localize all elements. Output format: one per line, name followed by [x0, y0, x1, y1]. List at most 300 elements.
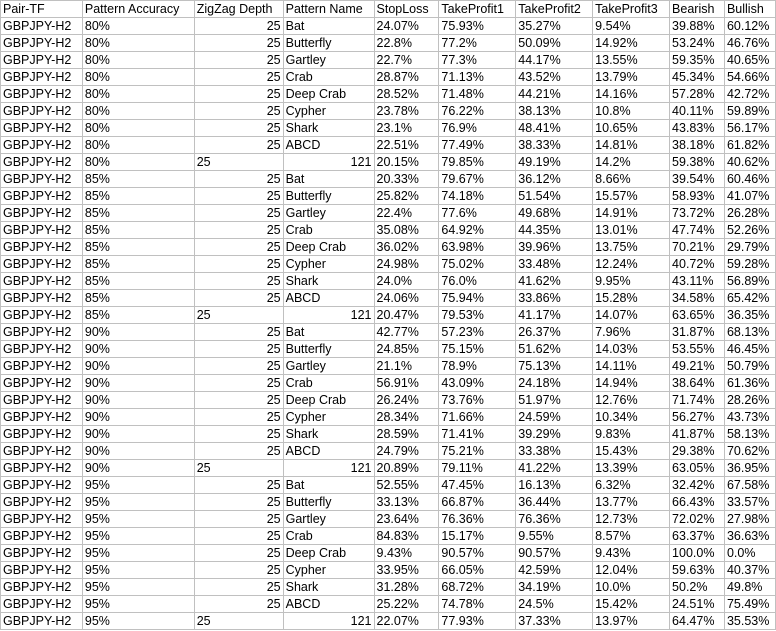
cell-zigzag-depth[interactable]: 25 [194, 477, 283, 494]
cell-takeprofit2[interactable]: 24.59% [516, 409, 593, 426]
cell-bearish[interactable]: 66.43% [670, 494, 725, 511]
cell-pattern-name[interactable]: Deep Crab [283, 545, 374, 562]
cell-stoploss[interactable]: 24.07% [374, 18, 439, 35]
cell-pattern-name[interactable]: ABCD [283, 137, 374, 154]
cell-zigzag-depth[interactable]: 25 [194, 409, 283, 426]
cell-stoploss[interactable]: 84.83% [374, 528, 439, 545]
cell-takeprofit3[interactable]: 10.0% [593, 579, 670, 596]
cell-takeprofit3[interactable]: 14.94% [593, 375, 670, 392]
cell-pair-tf[interactable]: GBPJPY-H2 [1, 494, 83, 511]
cell-pair-tf[interactable]: GBPJPY-H2 [1, 545, 83, 562]
cell-pattern-name[interactable]: Deep Crab [283, 86, 374, 103]
cell-zigzag-depth[interactable]: 25 [194, 52, 283, 69]
cell-pattern-accuracy[interactable]: 85% [82, 171, 194, 188]
cell-bearish[interactable]: 24.51% [670, 596, 725, 613]
cell-pair-tf[interactable]: GBPJPY-H2 [1, 256, 83, 273]
cell-pattern-accuracy[interactable]: 90% [82, 341, 194, 358]
cell-takeprofit2[interactable]: 51.54% [516, 188, 593, 205]
cell-bearish[interactable]: 29.38% [670, 443, 725, 460]
cell-takeprofit1[interactable]: 63.98% [439, 239, 516, 256]
cell-pattern-name[interactable]: Butterfly [283, 341, 374, 358]
cell-pattern-name[interactable]: Shark [283, 426, 374, 443]
cell-takeprofit2[interactable]: 36.12% [516, 171, 593, 188]
cell-stoploss[interactable]: 22.4% [374, 205, 439, 222]
cell-bearish[interactable]: 59.38% [670, 154, 725, 171]
cell-bearish[interactable]: 53.24% [670, 35, 725, 52]
cell-bullish[interactable]: 41.07% [724, 188, 775, 205]
cell-takeprofit1[interactable]: 76.0% [439, 273, 516, 290]
cell-takeprofit2[interactable]: 75.13% [516, 358, 593, 375]
cell-pattern-name[interactable]: Crab [283, 528, 374, 545]
cell-pair-tf[interactable]: GBPJPY-H2 [1, 290, 83, 307]
cell-pattern-name[interactable]: Gartley [283, 52, 374, 69]
cell-bullish[interactable]: 58.13% [724, 426, 775, 443]
cell-zigzag-depth[interactable]: 25 [194, 375, 283, 392]
cell-takeprofit1[interactable]: 77.49% [439, 137, 516, 154]
cell-takeprofit3[interactable]: 13.55% [593, 52, 670, 69]
cell-bearish[interactable]: 71.74% [670, 392, 725, 409]
cell-stoploss[interactable]: 25.82% [374, 188, 439, 205]
cell-takeprofit3[interactable]: 14.91% [593, 205, 670, 222]
cell-takeprofit3[interactable]: 15.57% [593, 188, 670, 205]
cell-bullish[interactable]: 42.72% [724, 86, 775, 103]
cell-takeprofit3[interactable]: 12.04% [593, 562, 670, 579]
cell-stoploss[interactable]: 23.1% [374, 120, 439, 137]
cell-takeprofit1[interactable]: 74.18% [439, 188, 516, 205]
cell-takeprofit2[interactable]: 33.48% [516, 256, 593, 273]
cell-zigzag-depth[interactable]: 25 [194, 613, 283, 630]
cell-zigzag-depth[interactable]: 25 [194, 120, 283, 137]
cell-pattern-name[interactable]: Cypher [283, 409, 374, 426]
cell-stoploss[interactable]: 24.85% [374, 341, 439, 358]
header-cell-bearish[interactable]: Bearish [670, 1, 725, 18]
cell-takeprofit2[interactable]: 36.44% [516, 494, 593, 511]
cell-takeprofit3[interactable]: 13.75% [593, 239, 670, 256]
cell-takeprofit2[interactable]: 49.19% [516, 154, 593, 171]
cell-stoploss[interactable]: 22.07% [374, 613, 439, 630]
cell-takeprofit1[interactable]: 66.05% [439, 562, 516, 579]
cell-takeprofit2[interactable]: 16.13% [516, 477, 593, 494]
cell-pattern-name[interactable]: 121 [283, 307, 374, 324]
cell-stoploss[interactable]: 22.7% [374, 52, 439, 69]
cell-takeprofit2[interactable]: 48.41% [516, 120, 593, 137]
cell-stoploss[interactable]: 24.06% [374, 290, 439, 307]
cell-takeprofit2[interactable]: 41.17% [516, 307, 593, 324]
cell-bullish[interactable]: 43.73% [724, 409, 775, 426]
cell-zigzag-depth[interactable]: 25 [194, 511, 283, 528]
cell-pattern-name[interactable]: Crab [283, 375, 374, 392]
cell-takeprofit3[interactable]: 10.34% [593, 409, 670, 426]
cell-bullish[interactable]: 52.26% [724, 222, 775, 239]
header-cell-pattern-accuracy[interactable]: Pattern Accuracy [82, 1, 194, 18]
cell-takeprofit3[interactable]: 12.73% [593, 511, 670, 528]
cell-takeprofit3[interactable]: 14.16% [593, 86, 670, 103]
cell-pattern-accuracy[interactable]: 95% [82, 528, 194, 545]
cell-takeprofit2[interactable]: 37.33% [516, 613, 593, 630]
cell-bearish[interactable]: 58.93% [670, 188, 725, 205]
cell-takeprofit1[interactable]: 79.53% [439, 307, 516, 324]
cell-stoploss[interactable]: 36.02% [374, 239, 439, 256]
cell-pair-tf[interactable]: GBPJPY-H2 [1, 103, 83, 120]
cell-bearish[interactable]: 34.58% [670, 290, 725, 307]
cell-pair-tf[interactable]: GBPJPY-H2 [1, 307, 83, 324]
cell-bearish[interactable]: 43.11% [670, 273, 725, 290]
cell-pair-tf[interactable]: GBPJPY-H2 [1, 358, 83, 375]
cell-takeprofit1[interactable]: 66.87% [439, 494, 516, 511]
cell-zigzag-depth[interactable]: 25 [194, 256, 283, 273]
cell-takeprofit2[interactable]: 39.96% [516, 239, 593, 256]
cell-takeprofit3[interactable]: 7.96% [593, 324, 670, 341]
cell-takeprofit2[interactable]: 51.62% [516, 341, 593, 358]
cell-takeprofit1[interactable]: 79.67% [439, 171, 516, 188]
cell-pattern-accuracy[interactable]: 90% [82, 460, 194, 477]
cell-bullish[interactable]: 29.79% [724, 239, 775, 256]
cell-takeprofit2[interactable]: 43.52% [516, 69, 593, 86]
cell-takeprofit2[interactable]: 38.33% [516, 137, 593, 154]
cell-takeprofit1[interactable]: 75.93% [439, 18, 516, 35]
cell-takeprofit3[interactable]: 6.32% [593, 477, 670, 494]
cell-stoploss[interactable]: 23.64% [374, 511, 439, 528]
cell-bullish[interactable]: 59.28% [724, 256, 775, 273]
cell-bullish[interactable]: 60.46% [724, 171, 775, 188]
cell-pattern-name[interactable]: Gartley [283, 205, 374, 222]
cell-takeprofit1[interactable]: 68.72% [439, 579, 516, 596]
cell-stoploss[interactable]: 42.77% [374, 324, 439, 341]
header-cell-takeprofit3[interactable]: TakeProfit3 [593, 1, 670, 18]
cell-takeprofit3[interactable]: 13.97% [593, 613, 670, 630]
cell-takeprofit2[interactable]: 44.17% [516, 52, 593, 69]
cell-pair-tf[interactable]: GBPJPY-H2 [1, 137, 83, 154]
cell-stoploss[interactable]: 28.87% [374, 69, 439, 86]
cell-pair-tf[interactable]: GBPJPY-H2 [1, 273, 83, 290]
cell-stoploss[interactable]: 23.78% [374, 103, 439, 120]
cell-bearish[interactable]: 49.21% [670, 358, 725, 375]
cell-bullish[interactable]: 36.95% [724, 460, 775, 477]
cell-takeprofit2[interactable]: 90.57% [516, 545, 593, 562]
cell-bearish[interactable]: 43.83% [670, 120, 725, 137]
cell-pattern-accuracy[interactable]: 95% [82, 545, 194, 562]
cell-bearish[interactable]: 59.63% [670, 562, 725, 579]
cell-pattern-accuracy[interactable]: 80% [82, 137, 194, 154]
cell-takeprofit3[interactable]: 9.83% [593, 426, 670, 443]
cell-zigzag-depth[interactable]: 25 [194, 443, 283, 460]
cell-takeprofit1[interactable]: 78.9% [439, 358, 516, 375]
cell-takeprofit1[interactable]: 77.93% [439, 613, 516, 630]
cell-pattern-name[interactable]: Bat [283, 324, 374, 341]
cell-zigzag-depth[interactable]: 25 [194, 137, 283, 154]
cell-bearish[interactable]: 73.72% [670, 205, 725, 222]
cell-zigzag-depth[interactable]: 25 [194, 562, 283, 579]
cell-takeprofit3[interactable]: 13.01% [593, 222, 670, 239]
cell-pair-tf[interactable]: GBPJPY-H2 [1, 579, 83, 596]
header-cell-pair-tf[interactable]: Pair-TF [1, 1, 83, 18]
cell-zigzag-depth[interactable]: 25 [194, 528, 283, 545]
cell-pattern-name[interactable]: ABCD [283, 443, 374, 460]
cell-pattern-accuracy[interactable]: 95% [82, 613, 194, 630]
cell-pattern-name[interactable]: 121 [283, 154, 374, 171]
cell-takeprofit3[interactable]: 10.65% [593, 120, 670, 137]
cell-takeprofit2[interactable]: 51.97% [516, 392, 593, 409]
cell-bullish[interactable]: 60.12% [724, 18, 775, 35]
cell-pair-tf[interactable]: GBPJPY-H2 [1, 324, 83, 341]
cell-zigzag-depth[interactable]: 25 [194, 205, 283, 222]
cell-takeprofit3[interactable]: 8.66% [593, 171, 670, 188]
cell-takeprofit1[interactable]: 43.09% [439, 375, 516, 392]
cell-pattern-accuracy[interactable]: 90% [82, 324, 194, 341]
cell-pair-tf[interactable]: GBPJPY-H2 [1, 341, 83, 358]
cell-bearish[interactable]: 63.05% [670, 460, 725, 477]
cell-takeprofit3[interactable]: 12.24% [593, 256, 670, 273]
cell-takeprofit2[interactable]: 42.59% [516, 562, 593, 579]
cell-takeprofit3[interactable]: 14.2% [593, 154, 670, 171]
cell-zigzag-depth[interactable]: 25 [194, 307, 283, 324]
cell-bullish[interactable]: 46.45% [724, 341, 775, 358]
cell-pattern-name[interactable]: Cypher [283, 562, 374, 579]
cell-takeprofit2[interactable]: 44.21% [516, 86, 593, 103]
cell-takeprofit3[interactable]: 14.03% [593, 341, 670, 358]
cell-bearish[interactable]: 72.02% [670, 511, 725, 528]
cell-zigzag-depth[interactable]: 25 [194, 239, 283, 256]
cell-bearish[interactable]: 40.72% [670, 256, 725, 273]
cell-bullish[interactable]: 50.79% [724, 358, 775, 375]
cell-takeprofit2[interactable]: 9.55% [516, 528, 593, 545]
cell-zigzag-depth[interactable]: 25 [194, 392, 283, 409]
cell-pattern-name[interactable]: Cypher [283, 256, 374, 273]
cell-takeprofit2[interactable]: 38.13% [516, 103, 593, 120]
cell-stoploss[interactable]: 33.13% [374, 494, 439, 511]
cell-pair-tf[interactable]: GBPJPY-H2 [1, 511, 83, 528]
cell-pattern-accuracy[interactable]: 95% [82, 494, 194, 511]
cell-pattern-name[interactable]: ABCD [283, 290, 374, 307]
cell-stoploss[interactable]: 24.98% [374, 256, 439, 273]
cell-takeprofit1[interactable]: 57.23% [439, 324, 516, 341]
cell-takeprofit2[interactable]: 49.68% [516, 205, 593, 222]
cell-takeprofit3[interactable]: 14.81% [593, 137, 670, 154]
cell-takeprofit3[interactable]: 9.43% [593, 545, 670, 562]
cell-pattern-name[interactable]: Cypher [283, 103, 374, 120]
cell-pattern-accuracy[interactable]: 85% [82, 222, 194, 239]
cell-takeprofit1[interactable]: 75.21% [439, 443, 516, 460]
cell-stoploss[interactable]: 24.0% [374, 273, 439, 290]
cell-stoploss[interactable]: 22.8% [374, 35, 439, 52]
cell-zigzag-depth[interactable]: 25 [194, 103, 283, 120]
cell-takeprofit3[interactable]: 13.39% [593, 460, 670, 477]
cell-pattern-accuracy[interactable]: 80% [82, 120, 194, 137]
cell-takeprofit2[interactable]: 41.62% [516, 273, 593, 290]
cell-bullish[interactable]: 40.62% [724, 154, 775, 171]
cell-takeprofit2[interactable]: 24.5% [516, 596, 593, 613]
cell-zigzag-depth[interactable]: 25 [194, 460, 283, 477]
cell-bullish[interactable]: 26.28% [724, 205, 775, 222]
cell-zigzag-depth[interactable]: 25 [194, 579, 283, 596]
cell-stoploss[interactable]: 21.1% [374, 358, 439, 375]
cell-takeprofit1[interactable]: 71.41% [439, 426, 516, 443]
cell-pattern-accuracy[interactable]: 90% [82, 426, 194, 443]
cell-bullish[interactable]: 65.42% [724, 290, 775, 307]
cell-bullish[interactable]: 46.76% [724, 35, 775, 52]
cell-takeprofit2[interactable]: 34.19% [516, 579, 593, 596]
cell-pattern-name[interactable]: Crab [283, 222, 374, 239]
cell-pair-tf[interactable]: GBPJPY-H2 [1, 596, 83, 613]
cell-bullish[interactable]: 68.13% [724, 324, 775, 341]
cell-pattern-accuracy[interactable]: 90% [82, 443, 194, 460]
cell-stoploss[interactable]: 20.47% [374, 307, 439, 324]
cell-stoploss[interactable]: 52.55% [374, 477, 439, 494]
cell-pattern-name[interactable]: Crab [283, 69, 374, 86]
cell-zigzag-depth[interactable]: 25 [194, 426, 283, 443]
cell-bearish[interactable]: 38.64% [670, 375, 725, 392]
cell-pair-tf[interactable]: GBPJPY-H2 [1, 35, 83, 52]
cell-takeprofit2[interactable]: 35.27% [516, 18, 593, 35]
cell-takeprofit2[interactable]: 50.09% [516, 35, 593, 52]
cell-takeprofit1[interactable]: 77.6% [439, 205, 516, 222]
cell-takeprofit3[interactable]: 15.28% [593, 290, 670, 307]
cell-stoploss[interactable]: 28.59% [374, 426, 439, 443]
cell-bearish[interactable]: 41.87% [670, 426, 725, 443]
cell-pattern-accuracy[interactable]: 80% [82, 35, 194, 52]
cell-zigzag-depth[interactable]: 25 [194, 494, 283, 511]
cell-pattern-name[interactable]: Bat [283, 18, 374, 35]
cell-takeprofit1[interactable]: 75.94% [439, 290, 516, 307]
cell-stoploss[interactable]: 56.91% [374, 375, 439, 392]
cell-stoploss[interactable]: 20.15% [374, 154, 439, 171]
cell-pattern-name[interactable]: Butterfly [283, 35, 374, 52]
cell-bearish[interactable]: 32.42% [670, 477, 725, 494]
cell-bearish[interactable]: 59.35% [670, 52, 725, 69]
cell-stoploss[interactable]: 25.22% [374, 596, 439, 613]
cell-takeprofit3[interactable]: 9.95% [593, 273, 670, 290]
cell-zigzag-depth[interactable]: 25 [194, 222, 283, 239]
header-cell-takeprofit1[interactable]: TakeProfit1 [439, 1, 516, 18]
cell-pattern-name[interactable]: Deep Crab [283, 392, 374, 409]
cell-takeprofit3[interactable]: 14.92% [593, 35, 670, 52]
cell-pattern-accuracy[interactable]: 95% [82, 562, 194, 579]
cell-bearish[interactable]: 64.47% [670, 613, 725, 630]
cell-pattern-accuracy[interactable]: 80% [82, 69, 194, 86]
header-cell-takeprofit2[interactable]: TakeProfit2 [516, 1, 593, 18]
cell-bullish[interactable]: 35.53% [724, 613, 775, 630]
cell-zigzag-depth[interactable]: 25 [194, 545, 283, 562]
cell-bearish[interactable]: 38.18% [670, 137, 725, 154]
cell-pattern-name[interactable]: Shark [283, 120, 374, 137]
cell-pattern-accuracy[interactable]: 85% [82, 307, 194, 324]
cell-pattern-accuracy[interactable]: 85% [82, 273, 194, 290]
cell-bullish[interactable]: 54.66% [724, 69, 775, 86]
cell-pattern-accuracy[interactable]: 80% [82, 103, 194, 120]
cell-takeprofit1[interactable]: 77.3% [439, 52, 516, 69]
cell-pair-tf[interactable]: GBPJPY-H2 [1, 426, 83, 443]
cell-takeprofit3[interactable]: 12.76% [593, 392, 670, 409]
cell-pair-tf[interactable]: GBPJPY-H2 [1, 460, 83, 477]
cell-stoploss[interactable]: 9.43% [374, 545, 439, 562]
cell-pair-tf[interactable]: GBPJPY-H2 [1, 18, 83, 35]
cell-takeprofit2[interactable]: 33.38% [516, 443, 593, 460]
cell-takeprofit3[interactable]: 9.54% [593, 18, 670, 35]
cell-pattern-accuracy[interactable]: 90% [82, 392, 194, 409]
cell-bullish[interactable]: 56.17% [724, 120, 775, 137]
cell-pattern-name[interactable]: 121 [283, 613, 374, 630]
cell-stoploss[interactable]: 33.95% [374, 562, 439, 579]
cell-zigzag-depth[interactable]: 25 [194, 341, 283, 358]
cell-bearish[interactable]: 50.2% [670, 579, 725, 596]
cell-pair-tf[interactable]: GBPJPY-H2 [1, 86, 83, 103]
header-cell-stoploss[interactable]: StopLoss [374, 1, 439, 18]
cell-takeprofit1[interactable]: 75.15% [439, 341, 516, 358]
cell-pattern-accuracy[interactable]: 85% [82, 205, 194, 222]
cell-bearish[interactable]: 40.11% [670, 103, 725, 120]
cell-pattern-name[interactable]: 121 [283, 460, 374, 477]
cell-takeprofit1[interactable]: 90.57% [439, 545, 516, 562]
cell-bullish[interactable]: 40.37% [724, 562, 775, 579]
cell-bearish[interactable]: 39.54% [670, 171, 725, 188]
cell-zigzag-depth[interactable]: 25 [194, 35, 283, 52]
cell-pair-tf[interactable]: GBPJPY-H2 [1, 375, 83, 392]
cell-zigzag-depth[interactable]: 25 [194, 86, 283, 103]
cell-bearish[interactable]: 53.55% [670, 341, 725, 358]
cell-pair-tf[interactable]: GBPJPY-H2 [1, 69, 83, 86]
cell-takeprofit1[interactable]: 79.11% [439, 460, 516, 477]
cell-zigzag-depth[interactable]: 25 [194, 290, 283, 307]
cell-bearish[interactable]: 45.34% [670, 69, 725, 86]
cell-zigzag-depth[interactable]: 25 [194, 69, 283, 86]
cell-takeprofit1[interactable]: 71.13% [439, 69, 516, 86]
cell-bullish[interactable]: 36.35% [724, 307, 775, 324]
header-cell-bullish[interactable]: Bullish [724, 1, 775, 18]
cell-bullish[interactable]: 0.0% [724, 545, 775, 562]
cell-takeprofit1[interactable]: 71.66% [439, 409, 516, 426]
header-cell-zigzag-depth[interactable]: ZigZag Depth [194, 1, 283, 18]
cell-bullish[interactable]: 61.36% [724, 375, 775, 392]
cell-pair-tf[interactable]: GBPJPY-H2 [1, 222, 83, 239]
cell-pattern-name[interactable]: ABCD [283, 596, 374, 613]
cell-stoploss[interactable]: 22.51% [374, 137, 439, 154]
cell-zigzag-depth[interactable]: 25 [194, 171, 283, 188]
cell-pattern-accuracy[interactable]: 80% [82, 18, 194, 35]
cell-pattern-name[interactable]: Bat [283, 477, 374, 494]
cell-pair-tf[interactable]: GBPJPY-H2 [1, 171, 83, 188]
cell-pattern-accuracy[interactable]: 90% [82, 409, 194, 426]
cell-takeprofit1[interactable]: 15.17% [439, 528, 516, 545]
cell-takeprofit3[interactable]: 8.57% [593, 528, 670, 545]
cell-bullish[interactable]: 59.89% [724, 103, 775, 120]
cell-bearish[interactable]: 39.88% [670, 18, 725, 35]
cell-pattern-accuracy[interactable]: 80% [82, 86, 194, 103]
cell-stoploss[interactable]: 28.34% [374, 409, 439, 426]
cell-bearish[interactable]: 31.87% [670, 324, 725, 341]
cell-zigzag-depth[interactable]: 25 [194, 596, 283, 613]
cell-pattern-name[interactable]: Shark [283, 579, 374, 596]
cell-stoploss[interactable]: 20.33% [374, 171, 439, 188]
cell-bearish[interactable]: 63.65% [670, 307, 725, 324]
cell-takeprofit1[interactable]: 47.45% [439, 477, 516, 494]
cell-pattern-name[interactable]: Butterfly [283, 188, 374, 205]
cell-takeprofit3[interactable]: 15.43% [593, 443, 670, 460]
cell-zigzag-depth[interactable]: 25 [194, 154, 283, 171]
cell-pair-tf[interactable]: GBPJPY-H2 [1, 154, 83, 171]
cell-takeprofit1[interactable]: 76.9% [439, 120, 516, 137]
cell-bullish[interactable]: 67.58% [724, 477, 775, 494]
cell-stoploss[interactable]: 31.28% [374, 579, 439, 596]
cell-pattern-name[interactable]: Bat [283, 171, 374, 188]
cell-bullish[interactable]: 75.49% [724, 596, 775, 613]
cell-pair-tf[interactable]: GBPJPY-H2 [1, 239, 83, 256]
cell-pattern-name[interactable]: Gartley [283, 511, 374, 528]
cell-takeprofit1[interactable]: 77.2% [439, 35, 516, 52]
cell-takeprofit3[interactable]: 10.8% [593, 103, 670, 120]
cell-bearish[interactable]: 100.0% [670, 545, 725, 562]
cell-zigzag-depth[interactable]: 25 [194, 18, 283, 35]
cell-bearish[interactable]: 70.21% [670, 239, 725, 256]
